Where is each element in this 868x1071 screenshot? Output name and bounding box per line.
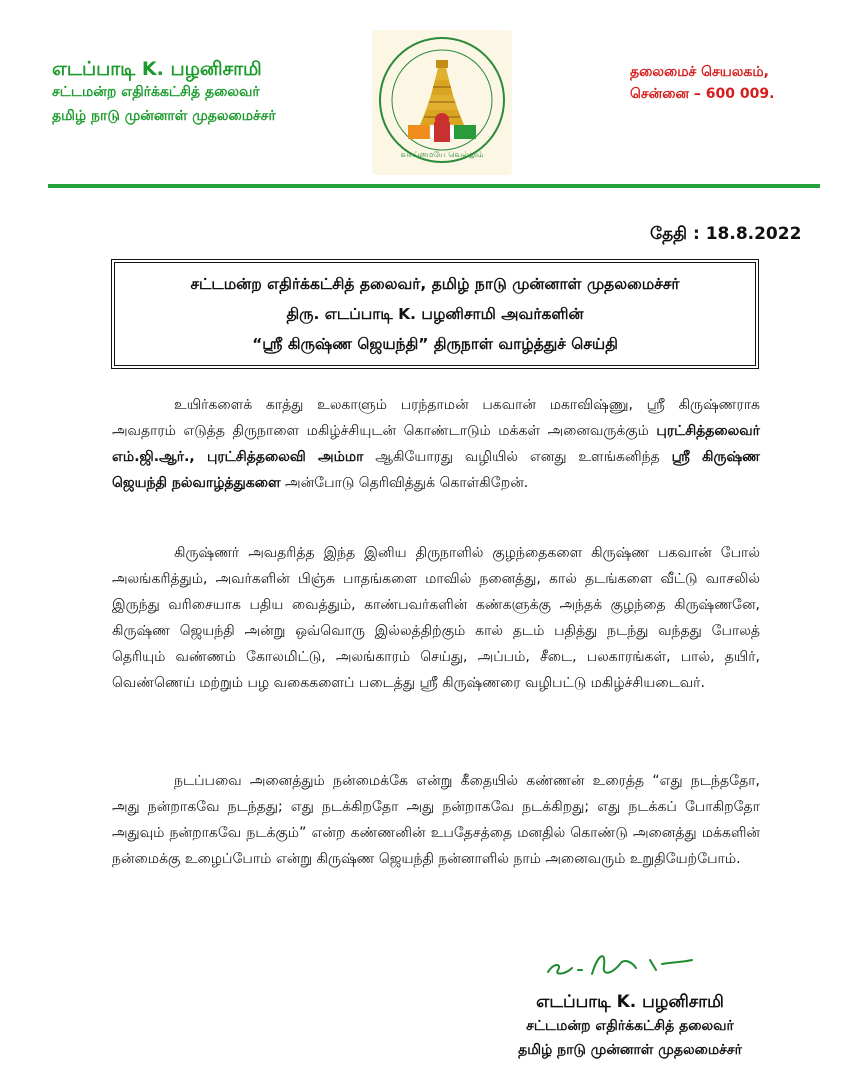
paragraph-3 bbox=[112, 768, 760, 872]
paragraph-2-text: கிருஷ்ணர் அவதரித்த இந்த இனிய திருநாளில் குழந்தைகளை கிருஷ்ண பகவான் போல் அலங்கரித்தும், அவர்களின் பிஞ்சு பாதங்களை மாவில் நனைத்து, கால் தடங்களை வீட்டு வாசலில் இருந்து வரிசையாக பதிய வைத்தும், காண்பவர்களின் கண்களுக்கு அந்தக் குழந்தை கிருஷ்ணனே, கிருஷ்ண ஜெயந்தி அன்று ஒவ்வொரு இல்லத்திற்கும் கால் தடம் பதித்து நடந்து வந்தது போலத் தெரியும் வண்ணம் கோலமிட்டு, அலங்காரம் செய்து, அப்பம், சீடை, பலகாரங்கள், பால், தயிர், வெண்ணெய் மற்றும் பழ வகைகளைப் படைத்து ஸ்ரீ கிருஷ்ணரை வழிபட்டு மகிழ்ச்சியடைவர். bbox=[112, 545, 760, 691]
header-name: எடப்பாடி K. பழனிசாமி bbox=[52, 58, 262, 80]
title-line-1: சட்டமன்ற எதிர்க்கட்சித் தலைவர், தமிழ் நாடு முன்னாள் முதலமைச்சர் bbox=[190, 275, 680, 293]
paragraph-1-text-e: அன்போடு தெரிவித்துக் கொள்கிறேன். bbox=[280, 475, 529, 491]
signatory-name: எடப்பாடி K. பழனிசாமி bbox=[536, 992, 724, 1012]
paragraph-2 bbox=[112, 540, 760, 696]
date: தேதி : 18.8.2022 bbox=[650, 224, 802, 244]
paragraph-1-greeting: ஸ்ரீ கிருஷ்ண ஜெயந்தி நல்வாழ்த்துகளை bbox=[112, 449, 760, 491]
emblem-motto: வாய்மையே வெல்லும் bbox=[400, 150, 484, 159]
title-line-3: “ஸ்ரீ கிருஷ்ண ஜெயந்தி” திருநாள் வாழ்த்துச் செய்தி bbox=[252, 335, 618, 353]
title-box bbox=[114, 262, 756, 366]
paragraph-3-text: நடப்பவை அனைத்தும் நன்மைக்கே என்று கீதையில் கண்ணன் உரைத்த “எது நடந்ததோ, அது நன்றாகவே நடந்தது; எது நடக்கிறதோ அது நன்றாகவே நடக்கிறது; எது நடக்கப் போகிறதோ அதுவும் நன்றாகவே நடக்கும்” என்ற கண்ணனின் உபதேசத்தை மனதில் கொண்டு அனைத்து மக்களின் நன்மைக்கு உழைப்போம் என்று கிருஷ்ண ஜெயந்தி நன்னாளில் நாம் அனைவரும் உறுதியேற்போம். bbox=[112, 773, 760, 867]
title-line-2: திரு. எடப்பாடி K. பழனிசாமி அவர்களின் bbox=[286, 305, 584, 323]
paragraph-1-leaders: புரட்சித்தலைவர் எம்.ஜி.ஆர்., புரட்சித்தலைவி அம்மா bbox=[112, 423, 760, 465]
signatory-former-cm: தமிழ் நாடு முன்னாள் முதலமைச்சர் bbox=[518, 1042, 742, 1058]
office-address-line2: சென்னை – 600 009. bbox=[630, 86, 775, 102]
signature-block bbox=[490, 990, 770, 1062]
paragraph-1-text-a: உயிர்களைக் காத்து உலகாளும் பரந்தாமன் பகவான் மகாவிஷ்ணு, ஸ்ரீ கிருஷ்ணராக அவதாரம் எடுத்த திருநாளை மகிழ்ச்சியுடன் கொண்டாடும் மக்கள் அனைவருக்கும் bbox=[112, 397, 760, 439]
office-address-line1: தலைமைச் செயலகம், bbox=[630, 64, 769, 80]
header-former-cm: தமிழ் நாடு முன்னாள் முதலமைச்சர் bbox=[52, 108, 276, 124]
paragraph-1-text-c: ஆகியோரது வழியில் எனது உளங்கனிந்த bbox=[363, 449, 672, 465]
tamil-nadu-emblem-icon bbox=[372, 30, 512, 175]
header-designation: சட்டமன்ற எதிர்க்கட்சித் தலைவர் bbox=[52, 84, 260, 100]
header-divider bbox=[48, 184, 820, 188]
signatory-designation: சட்டமன்ற எதிர்க்கட்சித் தலைவர் bbox=[526, 1018, 734, 1034]
paragraph-1 bbox=[112, 392, 760, 496]
handwritten-signature bbox=[540, 944, 700, 984]
